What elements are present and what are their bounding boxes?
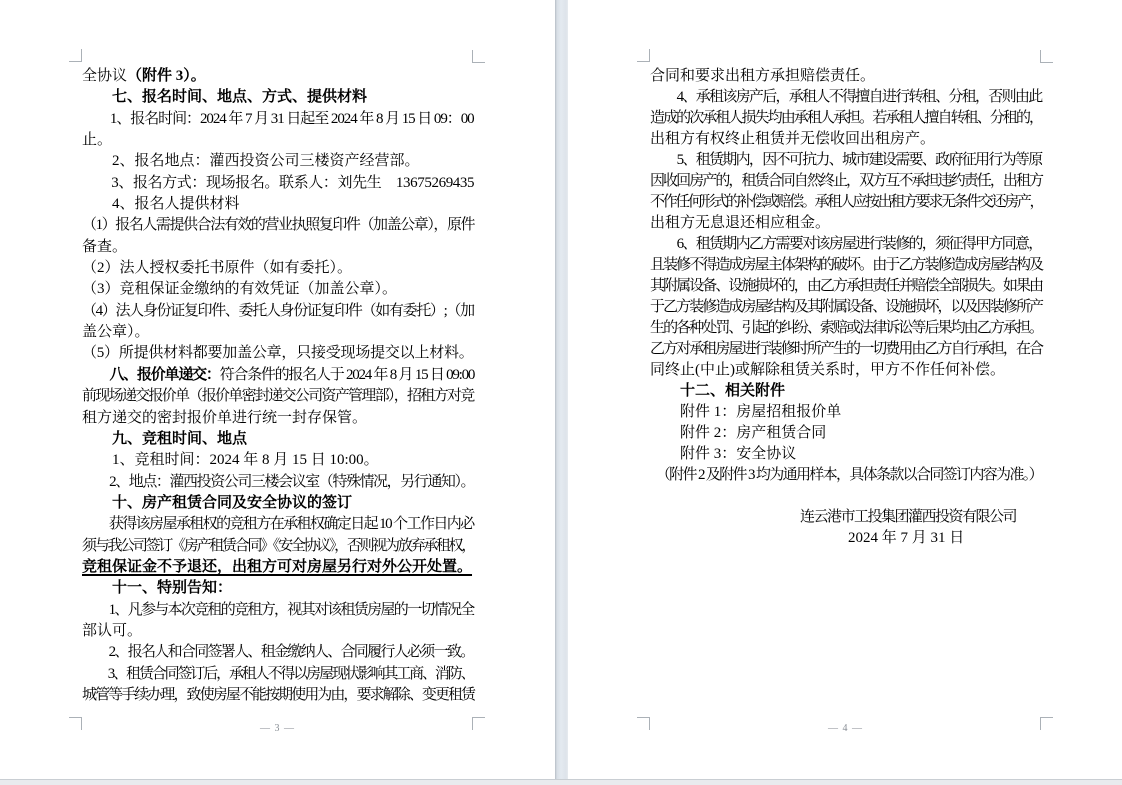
text-line bbox=[650, 213, 1041, 234]
page-3-text-body[interactable] bbox=[82, 66, 473, 706]
text-run: 1、凡参与本次竞租的竞租方，视其对该租赁房屋的一切情况全 bbox=[82, 601, 474, 618]
text-line bbox=[82, 151, 473, 172]
document-page-3[interactable] bbox=[0, 0, 555, 779]
text-run: （附件 2 及附件 3 均为通用样本，具体条款以合同签订内容为准。） bbox=[650, 467, 1042, 483]
text-line bbox=[650, 318, 1041, 339]
text-run: 同终止(中止)或解除租赁关系时，甲方不作任何补偿。 bbox=[650, 362, 1005, 378]
text-run: 2024 年 7 月 31 日 bbox=[848, 530, 965, 546]
text-run: 租方递交的密封报价单进行统一封存保管。 bbox=[82, 409, 368, 426]
text-line bbox=[82, 386, 473, 407]
text-line bbox=[650, 507, 1041, 528]
text-run: 4、承租该房产后，承租人不得擅自进行转租、分租，否则由此 bbox=[650, 89, 1042, 105]
text-line bbox=[82, 450, 473, 471]
text-run: 全协议 bbox=[82, 68, 128, 84]
text-line bbox=[650, 234, 1041, 255]
text-line bbox=[650, 276, 1041, 297]
text-line bbox=[650, 339, 1041, 360]
text-run: 止。 bbox=[82, 132, 113, 149]
text-run: 符合条件的报名人于 2024 年 8 月 15 日 09:00 bbox=[219, 366, 475, 383]
text-line bbox=[82, 215, 473, 236]
text-line bbox=[650, 423, 1041, 444]
text-line bbox=[82, 258, 473, 279]
text-line bbox=[82, 664, 473, 685]
text-line bbox=[82, 514, 473, 535]
text-line bbox=[82, 194, 473, 215]
text-line bbox=[82, 130, 473, 151]
text-run: 合同和要求出租方承担赔偿责任。 bbox=[650, 68, 876, 84]
text-line bbox=[82, 557, 473, 578]
text-line bbox=[82, 536, 473, 557]
text-line bbox=[82, 279, 473, 300]
text-line bbox=[82, 109, 473, 130]
text-line bbox=[82, 66, 473, 87]
text-run: 出租方有权终止租赁并无偿收回出租房产。 bbox=[650, 131, 936, 147]
text-line bbox=[650, 171, 1041, 192]
status-bar-strip bbox=[0, 779, 1122, 785]
text-run: （2）法人授权委托书原件（如有委托）。 bbox=[82, 260, 353, 277]
text-run: 七、报名时间、地点、方式、提供材料 bbox=[82, 89, 368, 106]
text-line bbox=[82, 429, 473, 450]
text-run: 出租方无息退还相应租金。 bbox=[650, 215, 831, 231]
text-line bbox=[82, 322, 473, 343]
text-run: （1）报名人需提供合法有效的营业执照复印件（加盖公章），原件 bbox=[82, 217, 475, 234]
text-run: 生的各种处罚、引起的纠纷、索赔或法律诉讼等后果均由乙方承担。 bbox=[650, 320, 1043, 336]
text-boundary-mark bbox=[1040, 50, 1053, 63]
text-line bbox=[650, 129, 1041, 150]
text-boundary-mark bbox=[472, 717, 485, 730]
text-run: （附件 3）。 bbox=[127, 68, 206, 84]
text-line bbox=[82, 343, 473, 364]
page-gap bbox=[555, 0, 568, 779]
text-run: 2、报名地点：灌西投资公司三楼资产经营部。 bbox=[82, 153, 420, 170]
text-run: 于乙方装修造成房屋结构及其附属设备、设施损坏，以及因装修所产 bbox=[650, 299, 1043, 315]
text-run: 5、租赁期内，因不可抗力、城市建设需要、政府征用行为等原 bbox=[650, 152, 1042, 168]
text-run: 竞租保证金不予退还，出租方可对房屋另行对外公开处置。 bbox=[82, 558, 473, 575]
text-line bbox=[650, 360, 1041, 381]
text-run: 1、竞租时间：2024 年 8 月 15 日 10:00。 bbox=[82, 452, 379, 469]
text-run: 前现场递交报价单（报价单密封递交公司资产管理部），招租方对竞 bbox=[82, 388, 474, 405]
text-run: 且装修不得造成房屋主体架构的破坏。由于乙方装修造成房屋结构及 bbox=[650, 257, 1043, 273]
text-run: 部认可。 bbox=[82, 622, 143, 639]
text-boundary-mark bbox=[472, 50, 485, 63]
text-line bbox=[82, 173, 473, 194]
page-number-footer bbox=[650, 723, 1041, 735]
text-line bbox=[650, 528, 1041, 549]
text-run: 城管等手续办理，致使房屋不能按期使用为由，要求解除、变更租赁 bbox=[82, 686, 475, 703]
text-line bbox=[650, 150, 1041, 171]
text-line bbox=[82, 408, 473, 429]
text-run: （5）所提供材料都要加盖公章，只接受现场提交以上材料。 bbox=[82, 345, 474, 362]
text-line bbox=[82, 685, 473, 706]
text-boundary-mark bbox=[637, 49, 650, 62]
text-run: 2、地点：灌西投资公司三楼会议室（特殊情况，另行通知）。 bbox=[82, 473, 475, 490]
text-run: 十二、相关附件 bbox=[650, 383, 786, 399]
text-run: 须与我公司签订《房产租赁合同》《安全协议》，否则视为放弃承租权， bbox=[82, 537, 475, 554]
text-line bbox=[650, 108, 1041, 129]
text-run: 其附属设备、设施损坏的，由乙方承担责任并赔偿全部损失。如果由 bbox=[650, 278, 1043, 294]
text-run: 乙方对承租房屋进行装修时所产生的一切费用由乙方自行承担，在合 bbox=[650, 341, 1043, 357]
text-boundary-mark bbox=[637, 717, 650, 730]
page-4-text-body[interactable] bbox=[650, 66, 1041, 549]
text-line bbox=[650, 255, 1041, 276]
text-line bbox=[82, 642, 473, 663]
text-run: 备查。 bbox=[82, 238, 128, 255]
text-run: 附件 1：房屋招租报价单 bbox=[650, 404, 842, 420]
text-run: 6、租赁期内乙方需要对该房屋进行装修的，须征得甲方同意， bbox=[650, 236, 1042, 252]
text-boundary-mark bbox=[69, 49, 82, 62]
text-line bbox=[82, 621, 473, 642]
text-run: 八、报价单递交： bbox=[82, 366, 220, 383]
text-run: 十一、特别告知： bbox=[82, 580, 233, 597]
text-run: 2、报名人和合同签署人、租金缴纳人、合同履行人必须一致。 bbox=[82, 644, 474, 661]
text-run: 3、租赁合同签订后，承租人不得以房屋现状影响其工商、消防、 bbox=[82, 665, 474, 682]
text-line bbox=[650, 297, 1041, 318]
text-run: 1、报名时间：2024 年 7 月 31 日起至 2024 年 8 月 15 日 09：00 bbox=[82, 110, 474, 127]
text-run: 因收回房产的，租赁合同自然终止，双方互不承担违约责任，出租方 bbox=[650, 173, 1043, 189]
text-run: 十、房产租赁合同及安全协议的签订 bbox=[82, 494, 353, 511]
text-line bbox=[650, 192, 1041, 213]
text-run: 获得该房屋承租权的竞租方在承租权确定日起 10 个工作日内必 bbox=[82, 516, 474, 533]
text-line bbox=[82, 578, 473, 599]
text-line bbox=[82, 493, 473, 514]
text-line bbox=[82, 472, 473, 493]
text-line bbox=[82, 237, 473, 258]
text-run: 附件 2：房产租赁合同 bbox=[650, 425, 827, 441]
text-run: （4）法人身份证复印件、委托人身份证复印件（如有委托）;（加 bbox=[82, 302, 474, 319]
text-run: 4、报名人提供材料 bbox=[82, 196, 240, 213]
text-run: 造成的次承租人损失均由承租人承担。若承租人擅自转租、分租的， bbox=[650, 110, 1043, 126]
text-line bbox=[650, 465, 1041, 486]
text-line bbox=[650, 402, 1041, 423]
text-line bbox=[82, 600, 473, 621]
text-run: 九、竞租时间、地点 bbox=[82, 430, 248, 447]
text-boundary-mark bbox=[1040, 717, 1053, 730]
text-run: 连云港市工投集团灌西投资有限公司 bbox=[800, 509, 1017, 525]
text-line bbox=[650, 87, 1041, 108]
text-run: 附件 3：安全协议 bbox=[650, 446, 797, 462]
page-number: — 3 — bbox=[260, 723, 295, 734]
text-run: 3、报名方式：现场报名。联系人：刘先生 13675269435 bbox=[82, 174, 475, 191]
text-line bbox=[650, 66, 1041, 87]
text-line bbox=[82, 365, 473, 386]
text-boundary-mark bbox=[69, 717, 82, 730]
text-line bbox=[82, 87, 473, 108]
document-page-4[interactable] bbox=[568, 0, 1122, 779]
page-number-footer bbox=[82, 723, 473, 735]
text-run: （3）竞租保证金缴纳的有效凭证（加盖公章）。 bbox=[82, 281, 398, 298]
text-line bbox=[650, 381, 1041, 402]
page-number: — 4 — bbox=[828, 723, 863, 734]
text-line bbox=[650, 444, 1041, 465]
text-run: 不作任何形式的补偿或赔偿。承租人应按出租方要求无条件交还房产， bbox=[650, 194, 1043, 210]
text-line bbox=[82, 301, 473, 322]
text-run: 盖公章）。 bbox=[82, 324, 150, 341]
